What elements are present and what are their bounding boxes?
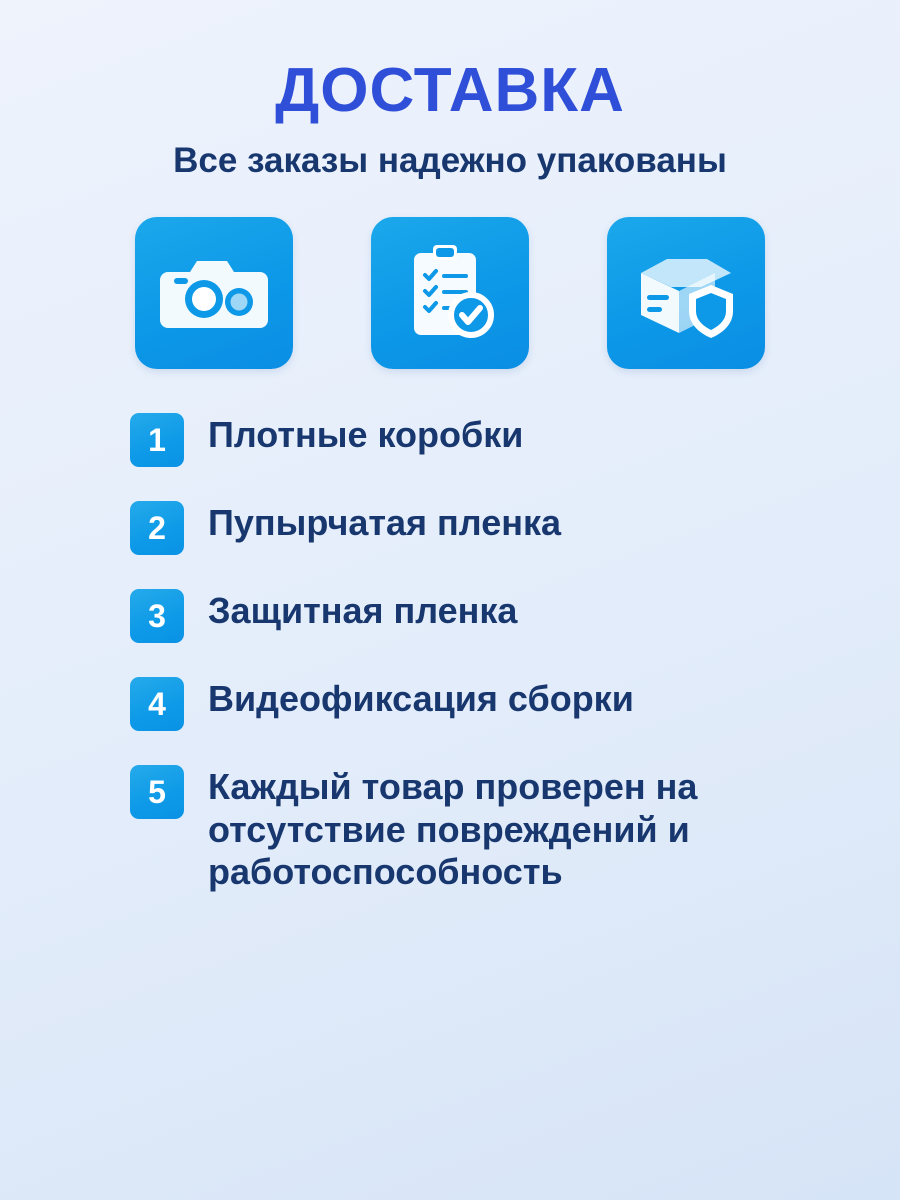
checklist-icon-tile xyxy=(371,217,529,369)
list-item-label: Плотные коробки xyxy=(208,414,524,456)
list-item-number: 5 xyxy=(130,765,184,819)
list-item-label: Каждый товар проверен на отсутствие повреждений и работоспособность xyxy=(208,766,698,893)
list-item-label: Пупырчатая пленка xyxy=(208,502,562,544)
list-item xyxy=(130,587,830,643)
list-item-label: Защитная пленка xyxy=(208,590,518,632)
list-item-number: 4 xyxy=(130,677,184,731)
list-item-label: Видеофиксация сборки xyxy=(208,678,634,720)
list-item xyxy=(130,411,830,467)
list-item-number: 3 xyxy=(130,589,184,643)
box-shield-icon-tile xyxy=(607,217,765,369)
list-item-number: 2 xyxy=(130,501,184,555)
camera-icon-tile xyxy=(135,217,293,369)
page-title: ДОСТАВКА xyxy=(275,56,625,125)
camera-icon xyxy=(160,250,268,336)
list-item-number: 1 xyxy=(130,413,184,467)
list-item xyxy=(130,675,830,731)
features-list xyxy=(70,411,830,925)
page-subtitle: Все заказы надежно упакованы xyxy=(173,141,727,181)
box-shield-icon xyxy=(633,245,739,341)
list-item xyxy=(130,499,830,555)
checklist-icon xyxy=(402,241,498,345)
icons-row xyxy=(135,217,765,369)
list-item xyxy=(130,763,830,893)
